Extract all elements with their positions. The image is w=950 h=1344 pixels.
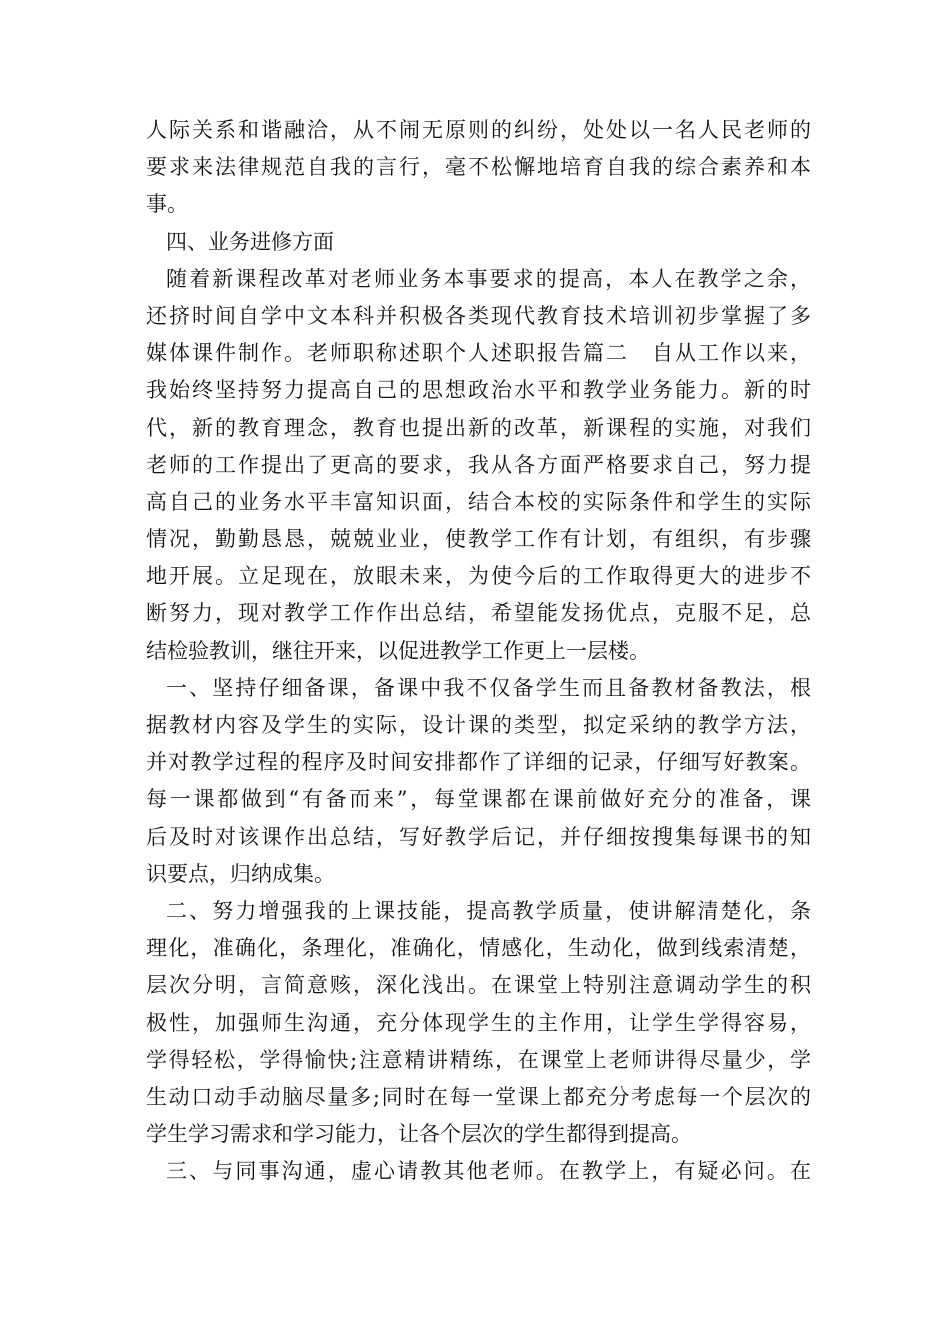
text-line: 还挤时间自学中文本科并积极各类现代教育技术培训初步掌握了多 (146, 303, 811, 328)
body-text (146, 112, 811, 1190)
text-line: 断努力，现对教学工作作出总结，希望能发扬优点，克服不足，总 (146, 601, 811, 626)
text-line: 理化，准确化，条理化，准确化，情感化，生动化，做到线索清楚， (146, 936, 811, 961)
text-line: 并对教学过程的程序及时间安排都作了详细的记录，仔细写好教案。 (146, 750, 811, 775)
text-line: 层次分明，言简意赅，深化浅出。在课堂上特别注意调动学生的积 (146, 973, 811, 998)
text-line: 极性，加强师生沟通，充分体现学生的主作用，让学生学得容易， (146, 1010, 811, 1035)
section-heading: 四、业务进修方面 (166, 229, 334, 254)
text-line: 识要点，归纳成集。 (146, 861, 335, 886)
text-line: 后及时对该课作出总结，写好教学后记，并仔细按搜集每课书的知 (146, 824, 811, 849)
text-line: 学得轻松，学得愉快;注意精讲精练，在课堂上老师讲得尽量少，学 (146, 1047, 811, 1072)
text-line: 地开展。立足现在，放眼未来，为使今后的工作取得更大的进步不 (146, 564, 811, 589)
text-line: 三、与同事沟通，虚心请教其他老师。在教学上，有疑必问。在 (166, 1159, 811, 1184)
text-line: 随着新课程改革对老师业务本事要求的提高，本人在教学之余， (166, 266, 811, 291)
text-line: 结检验教训，继往开来，以促进教学工作更上一层楼。 (146, 638, 650, 663)
text-line: 代，新的教育理念，教育也提出新的改革，新课程的实施，对我们 (146, 415, 811, 440)
text-line: 高自己的业务水平丰富知识面，结合本校的实际条件和学生的实际 (146, 489, 811, 514)
text-line: 一、坚持仔细备课，备课中我不仅备学生而且备教材备教法，根 (166, 675, 811, 700)
text-line: 事。 (146, 192, 188, 217)
text-line: 据教材内容及学生的实际，设计课的类型，拟定采纳的教学方法， (146, 713, 811, 737)
text-line: 我始终坚持努力提高自己的思想政治水平和教学业务能力。新的时 (146, 378, 811, 403)
text-line: 情况，勤勤恳恳，兢兢业业，使教学工作有计划，有组织，有步骤 (146, 527, 811, 552)
text-line: 老师的工作提出了更高的要求，我从各方面严格要求自己，努力提 (146, 452, 811, 477)
text-line: 学生学习需求和学习能力，让各个层次的学生都得到提高。 (146, 1122, 692, 1147)
text-line: 生动口动手动脑尽量多;同时在每一堂课上都充分考虑每一个层次的 (146, 1084, 811, 1109)
text-line: 媒体课件制作。老师职称述职个人述职报告篇二 自从工作以来， (146, 341, 811, 366)
text-line: 二、努力增强我的上课技能，提高教学质量，使讲解清楚化，条 (166, 898, 811, 923)
text-line: 人际关系和谐融洽，从不闹无原则的纠纷，处处以一名人民老师的 (146, 118, 811, 142)
text-line: 每一课都做到“有备而来”，每堂课都在课前做好充分的准备，课 (146, 787, 811, 812)
text-line: 要求来法律规范自我的言行，毫不松懈地培育自我的综合素养和本 (146, 155, 811, 180)
